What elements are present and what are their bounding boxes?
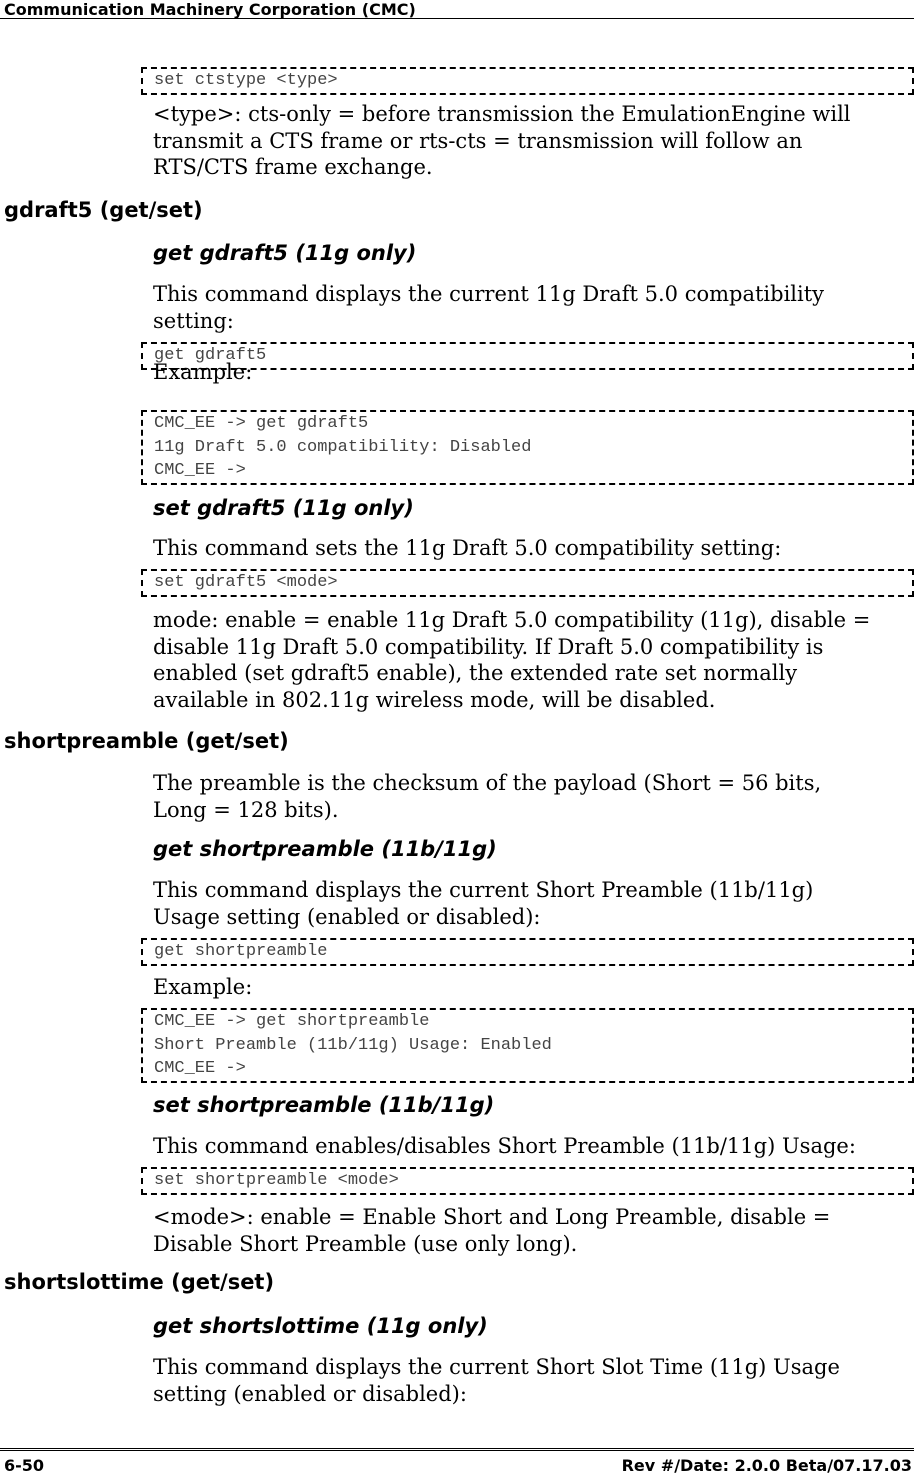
text-line: This command displays the current 11g Draft 5.0 compatibility	[153, 282, 825, 306]
code-block	[141, 1008, 914, 1083]
text-line: get shortpreamble	[154, 942, 328, 961]
text-line: This command displays the current Short Preamble (11b/11g)	[153, 878, 814, 902]
paragraph	[153, 101, 903, 181]
text-line: Long = 128 bits).	[153, 797, 339, 822]
section-heading: shortpreamble (get/set)	[4, 729, 289, 753]
section-heading: shortslottime (get/set)	[4, 1270, 275, 1294]
text-line: CMC_EE -> get shortpreamble	[154, 1012, 430, 1031]
text-line: 11g Draft 5.0 compatibility: Disabled	[154, 437, 532, 457]
running-header: Communication Machinery Corporation (CMC)	[4, 0, 416, 19]
text-line: The preamble is the checksum of the payload (Short = 56 bits,	[153, 771, 822, 795]
paragraph	[153, 1354, 903, 1407]
paragraph	[153, 535, 903, 562]
paragraph	[153, 281, 903, 334]
paragraph: Example:	[153, 360, 253, 384]
text-line: CMC_EE -> get gdraft5	[154, 414, 369, 433]
text-line: setting:	[153, 308, 234, 333]
text-line: set gdraft5 <mode>	[154, 573, 338, 592]
section-heading: gdraft5 (get/set)	[4, 198, 203, 222]
text-line: transmit a CTS frame or rts-cts = transmission will follow an	[153, 128, 803, 153]
text-line: Short Preamble (11b/11g) Usage: Enabled	[154, 1035, 552, 1055]
paragraph	[153, 1133, 903, 1160]
page-number: 6-50	[4, 1456, 45, 1475]
text-line: mode: enable = enable 11g Draft 5.0 compatibility (11g), disable =	[153, 608, 871, 632]
text-line: This command sets the 11g Draft 5.0 compatibility setting:	[153, 536, 782, 560]
revision-date: Rev #/Date: 2.0.0 Beta/07.17.03	[621, 1456, 912, 1475]
text-line: Usage setting (enabled or disabled):	[153, 904, 541, 929]
paragraph	[153, 877, 903, 930]
paragraph: Example:	[153, 975, 253, 999]
paragraph	[153, 1204, 903, 1257]
code-block	[141, 1167, 914, 1195]
code-block	[141, 410, 914, 485]
text-line: set shortpreamble <mode>	[154, 1171, 399, 1190]
text-line: RTS/CTS frame exchange.	[153, 155, 433, 179]
header-rule	[0, 18, 914, 19]
text-line: <mode>: enable = Enable Short and Long Preamble, disable =	[153, 1205, 831, 1229]
text-line: disable 11g Draft 5.0 compatibility. If Draft 5.0 compatibility is	[153, 634, 824, 659]
code-block	[141, 67, 914, 95]
subsection-heading: set shortpreamble (11b/11g)	[153, 1093, 495, 1117]
text-line: setting (enabled or disabled):	[153, 1381, 467, 1406]
text-line: <type>: cts-only = before transmission the EmulationEngine will	[153, 102, 851, 126]
text-line: available in 802.11g wireless mode, will be disabled.	[153, 687, 716, 712]
text-line: get gdraft5	[154, 346, 267, 365]
paragraph	[153, 607, 903, 713]
subsection-heading: get shortpreamble (11b/11g)	[153, 837, 497, 861]
text-line: This command displays the current Short Slot Time (11g) Usage	[153, 1355, 840, 1379]
code-block	[141, 569, 914, 597]
text-line: This command enables/disables Short Preamble (11b/11g) Usage:	[153, 1134, 856, 1158]
code-block	[141, 938, 914, 966]
text-line: enabled (set gdraft5 enable), the extended rate set normally	[153, 661, 798, 685]
text-line: CMC_EE ->	[154, 1059, 246, 1078]
paragraph	[153, 770, 903, 823]
subsection-heading: set gdraft5 (11g only)	[153, 496, 414, 520]
subsection-heading: get gdraft5 (11g only)	[153, 241, 417, 265]
text-line: CMC_EE ->	[154, 461, 246, 480]
text-line: set ctstype <type>	[154, 71, 338, 90]
text-line: Disable Short Preamble (use only long).	[153, 1231, 578, 1256]
footer-rule	[0, 1448, 914, 1451]
subsection-heading: get shortslottime (11g only)	[153, 1314, 488, 1338]
